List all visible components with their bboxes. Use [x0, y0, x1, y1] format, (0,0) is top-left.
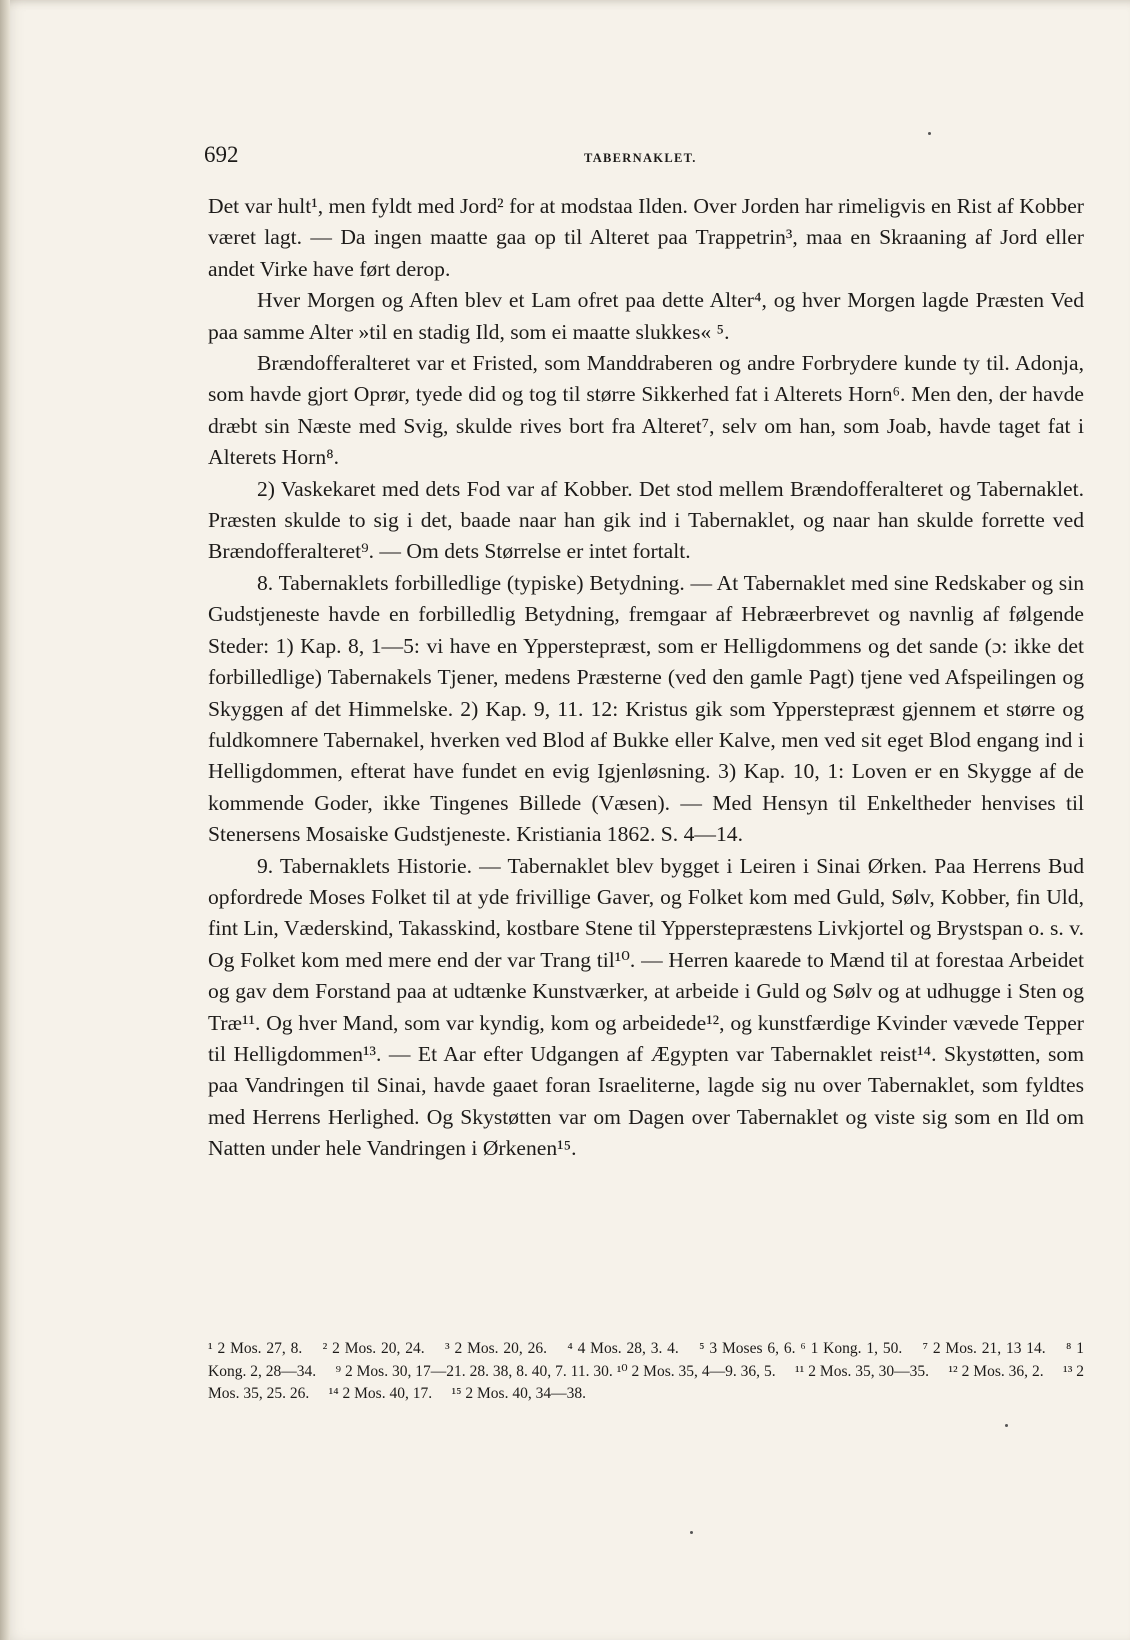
section-8-paragraph: 8. Tabernaklets forbilledlige (typiske) Betydning. — At Tabernaklet med sine Redskaber og sin Gudstjeneste havde en forbilledlig Betydning, fremgaar af Hebræerbrevet og navnlig af følgende Steder: 1) Kap. 8, 1—5: vi have en Ypperstepræst, som er Helligdommens og det sande (ɔ: ikke det forbilledlige) Tabernakels Tjener, medens Præsterne (ved den gamle Pagt) tjene ved Afspeilingen og Skyggen af det Himmelske. 2) Kap. 9, 11. 12: Kristus gik som Ypperstepræst gjennem et større og fuldkomnere Tabernakel, hverken ved Blod af Bukke eller Kalve, men ved sit eget Blod engang ind i Helligdommen, efterat have fundet en evig Igjenløsning. 3) Kap. 10, 1: Loven er en Skygge af de kommende Goder, ikke Tingenes Billede (Væsen). — Med Hensyn til Enkeltheder henvises til Stenersens Mosaiske Gudstjeneste. Kristiania 1862. S. 4—14. [208, 570, 1084, 847]
footnote: ² 2 Mos. 20, 24. [322, 1340, 425, 1357]
body-text [208, 191, 1084, 1165]
footnote: ⁶ 1 Kong. 1, 50. [800, 1340, 903, 1357]
footnote: ⁸ 1 Kong. 2, 28—34. [208, 1340, 1085, 1380]
paragraph: Hver Morgen og Aften blev et Lam ofret paa dette Alter⁴, og hver Morgen lagde Præsten Ved paa samme Alter »til en stadig Ild, som ei maatte slukkes« ⁵. [208, 288, 1084, 344]
footnote: ¹ 2 Mos. 27, 8. [208, 1340, 303, 1357]
footnote: ³ 2 Mos. 20, 26. [444, 1340, 547, 1357]
footnote: ¹¹ 2 Mos. 35, 30—35. [795, 1362, 929, 1380]
footnote: ¹⁵ 2 Mos. 40, 34—38. [451, 1385, 586, 1402]
paragraph: 2) Vaskekaret med dets Fod var af Kobber. Det stod mellem Brændofferalteret og Tabernaklet. Præsten skulde to sig i det, baade naar han gik ind i Tabernaklet, og naar han skulde forrette ved Brændofferalteret⁹. — Om dets Størrelse er intet fortalt. [208, 476, 1084, 564]
page-binding-edge [0, 0, 10, 1640]
footnotes [208, 1338, 1084, 1406]
footnote-list [208, 1338, 1084, 1406]
footnote: ¹² 2 Mos. 36, 2. [948, 1362, 1044, 1380]
page-header [204, 142, 1084, 172]
page-number: 692 [204, 142, 239, 167]
footnote: ⁷ 2 Mos. 21, 13 14. [922, 1340, 1046, 1357]
paper-speck [690, 1531, 693, 1534]
paper-speck [1005, 1424, 1008, 1427]
paragraph: Det var hult¹, men fyldt med Jord² for at modstaa Ilden. Over Jorden har rimeligvis en Rist af Kobber været lagt. — Da ingen maatte gaa op til Alteret paa Trappetrin³, maa en Skraaning af Jord eller andet Virke have ført derop. [208, 194, 1084, 281]
section-9-paragraph: 9. Tabernaklets Historie. — Tabernaklet blev bygget i Leiren i Sinai Ørken. Paa Herrens Bud opfordrede Moses Folket til at yde frivillige Gaver, og Folket kom med Guld, Sølv, Kobber, fin Uld, fint Lin, Væderskind, Takasskind, kostbare Stene til Ypperstepræstens Livkjortel og Brystspan o. s. v. Og Folket kom med mere end der var Trang til¹⁰. — Herren kaarede to Mænd til at forestaa Arbeidet og gav dem Forstand paa at udtænke Kunstværker, at arbeide i Guld og Sølv og at udhugge i Sten og Træ¹¹. Og hver Mand, som var kyndig, kom og arbeidede¹², og kunstfærdige Kvinder vævede Tepper til Helligdommen¹³. — Et Aar efter Udgangen af Ægypten var Tabernaklet reist¹⁴. Skystøtten, som paa Vandringen til Sinai, havde gaaet foran Israeliterne, lagde sig nu over Tabernaklet, som fyldtes med Herrens Herlighed. Og Skystøtten var om Dagen over Tabernaklet og viste sig som en Ild om Natten under hele Vandringen i Ørkenen¹⁵. [208, 853, 1084, 1161]
footnote: ⁵ 3 Moses 6, 6. [699, 1340, 796, 1357]
footnote: ¹³ 2 Mos. 35, 25. 26. [208, 1362, 1085, 1402]
footnote: ⁹ 2 Mos. 30, 17—21. 28. 38, 8. 40, 7. 11. 30. [335, 1362, 613, 1380]
footnote: ¹⁰ 2 Mos. 35, 4—9. 36, 5. [616, 1362, 776, 1380]
running-head: TABERNAKLET. [584, 151, 697, 165]
footnote: ⁴ 4 Mos. 28, 3. 4. [567, 1340, 679, 1357]
footnote: ¹⁴ 2 Mos. 40, 17. [328, 1385, 433, 1402]
paragraph: Brændofferalteret var et Fristed, som Manddraberen og andre Forbrydere kunde ty til. Adonja, som havde gjort Oprør, tyede did og tog til større Sikkerhed fat i Alterets Horn⁶. Men den, der havde dræbt sin Næste med Svig, skulde rives bort fra Alteret⁷, selv om han, som Joab, havde taget fat i Alterets Horn⁸. [208, 351, 1084, 470]
paper-speck [928, 132, 931, 135]
